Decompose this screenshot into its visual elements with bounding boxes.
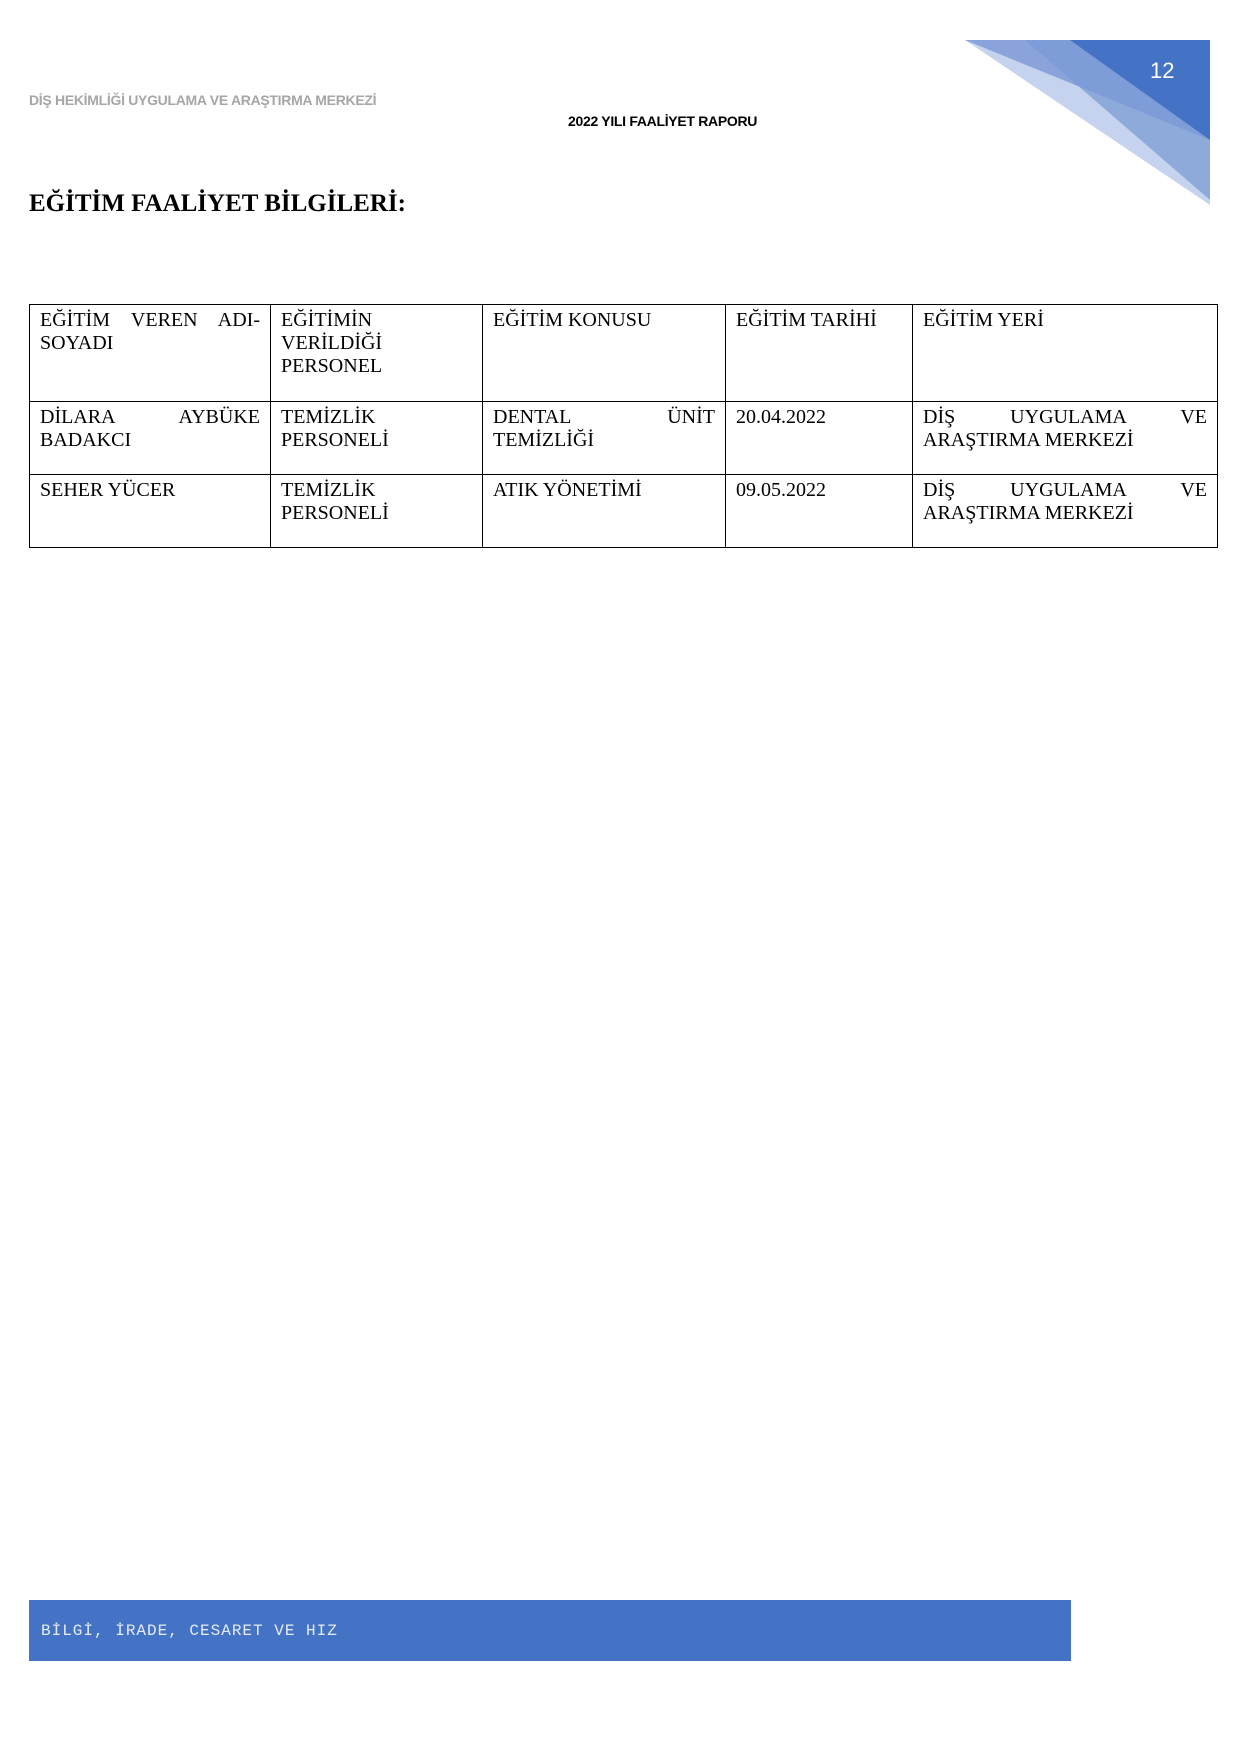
column-header: EĞİTİM VEREN ADI-SOYADI	[30, 305, 271, 402]
footer-band	[29, 1600, 1071, 1661]
footer-motto: BİLGİ, İRADE, CESARET VE HIZ	[41, 1622, 338, 1640]
date-cell: 20.04.2022	[726, 402, 913, 475]
table-row	[30, 475, 1218, 548]
report-title: 2022 YILI FAALİYET RAPORU	[568, 113, 758, 129]
page-number: 12	[1150, 58, 1175, 83]
section-title: EĞİTİM FAALİYET BİLGİLERİ:	[29, 190, 406, 217]
institution-name: DİŞ HEKİMLİĞİ UYGULAMA VE ARAŞTIRMA MERKEZİ	[29, 92, 377, 108]
date-cell: 09.05.2022	[726, 475, 913, 548]
personnel-cell: TEMİZLİK PERSONELİ	[271, 402, 483, 475]
table-header-row	[30, 305, 1218, 402]
trainer-cell: DİLARA AYBÜKE BADAKCI	[30, 402, 271, 475]
training-table	[29, 304, 1218, 548]
column-header: EĞİTİM TARİHİ	[726, 305, 913, 402]
topic-cell: DENTAL ÜNİT TEMİZLİĞİ	[483, 402, 726, 475]
column-header: EĞİTİM KONUSU	[483, 305, 726, 402]
table-row	[30, 402, 1218, 475]
personnel-cell: TEMİZLİK PERSONELİ	[271, 475, 483, 548]
trainer-cell: SEHER YÜCER	[30, 475, 271, 548]
column-header: EĞİTİMİN VERİLDİĞİ PERSONEL	[271, 305, 483, 402]
topic-cell: ATIK YÖNETİMİ	[483, 475, 726, 548]
column-header: EĞİTİM YERİ	[913, 305, 1218, 402]
place-cell: DİŞ UYGULAMA VE ARAŞTIRMA MERKEZİ	[913, 402, 1218, 475]
place-cell: DİŞ UYGULAMA VE ARAŞTIRMA MERKEZİ	[913, 475, 1218, 548]
